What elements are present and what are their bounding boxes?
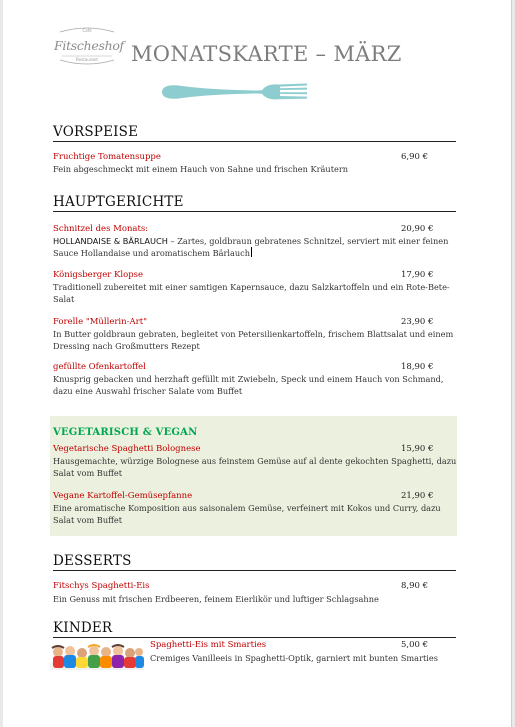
dish-description: Traditionell zubereitet mit einer samtigen Kapernsauce, dazu Salzkartoffeln und ein Rote-Bete-Salat [53,282,450,304]
dish-price: 21,90 € [401,491,434,501]
dish-description: Ein Genuss mit frischen Erdbeeren, feinem Eierlikör und luftiger Schlagsahne [53,594,379,604]
logo-name: Fitscheshof [54,38,124,53]
menu-page [3,0,512,727]
restaurant-logo [52,24,122,68]
dish-name: Spaghetti-Eis mit Smarties [150,640,267,650]
dish-price: 15,90 € [401,444,434,454]
dish-name: Königsberger Klopse [53,270,144,280]
section-heading-vorspeise: VORSPEISE [53,124,456,142]
section-heading-vegetarisch: VEGETARISCH & VEGAN [53,427,198,438]
dish-description: Fein abgeschmeckt mit einem Hauch von Sahne und frischen Kräutern [53,164,349,174]
dish-price: 5,00 € [401,640,429,650]
logo-bottom-text: Restaurant [76,57,98,62]
dish-price: 6,90 € [401,152,429,162]
dish-name: Forelle "Müllerin-Art" [53,317,148,327]
dish-price: 18,90 € [401,362,434,372]
children-photo-icon [50,644,144,670]
dish-description: Cremiges Vanilleeis in Spaghetti-Optik, garniert mit bunten Smarties [150,653,438,663]
dish-name: gefüllte Ofenkartoffel [53,362,146,372]
dish-name: Vegane Kartoffel-Gemüsepfanne [53,491,193,501]
dish-price: 8,90 € [401,581,429,591]
dish-description-text: – Zartes, goldbraun gebratenes Schnitzel, serviert mit einer feinen Sauce Hollandaise und aromatischem Bärlauch [53,236,449,258]
logo-top-text: Café [82,28,92,33]
dish-description: Knusprig gebacken und herzhaft gefüllt mit Zwiebeln, Speck und einem Hauch von Schmand, dazu eine Auswahl frischer Salate vom Buffet [53,374,444,396]
section-heading-kinder: KINDER [53,620,456,638]
text-cursor [251,247,252,257]
dish-name: Fruchtige Tomatensuppe [53,152,161,162]
section-heading-desserts: DESSERTS [53,553,456,571]
dish-description [53,235,458,259]
dish-price: 20,90 € [401,224,434,234]
dish-name: Fitschys Spaghetti-Eis [53,581,150,591]
dish-price: 23,90 € [401,317,434,327]
dish-price: 17,90 € [401,270,434,280]
fork-icon [160,80,310,104]
dish-description: Hausgemachte, würzige Bolognese aus feinstem Gemüse auf al dente gekochten Spaghetti, dazu Salat vom Buffet [53,456,457,478]
dish-name: Schnitzel des Monats: [53,224,149,234]
dish-special-title: HOLLANDAISE & BÄRLAUCH [53,236,168,246]
section-heading-hauptgerichte: HAUPTGERICHTE [53,194,456,212]
page-title: MONATSKARTE – MÄRZ [131,42,402,66]
dish-description: In Butter goldbraun gebraten, begleitet von Petersilienkartoffeln, frischem Blattsalat und einem Dressing nach Großmutters Rezept [53,329,454,351]
dish-name: Vegetarische Spaghetti Bolognese [53,444,201,454]
dish-description: Eine aromatische Komposition aus saisonalem Gemüse, verfeinert mit Kokos und Curry, dazu Salat vom Buffet [53,503,441,525]
